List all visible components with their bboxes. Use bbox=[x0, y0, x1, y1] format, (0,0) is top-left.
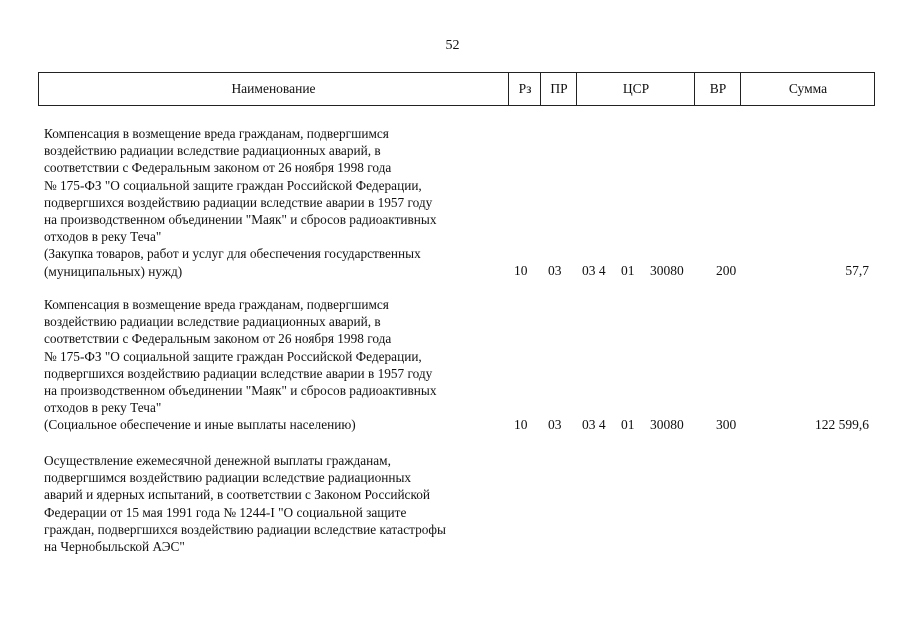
row-rz: 10 bbox=[514, 417, 528, 432]
row-pr: 03 bbox=[548, 417, 562, 432]
row-csr-direction: 30080 bbox=[650, 417, 684, 432]
page-number: 52 bbox=[445, 38, 460, 53]
header-rz: Рз bbox=[508, 73, 541, 105]
row-csr-program: 03 4 bbox=[582, 417, 606, 432]
row-vr: 200 bbox=[716, 263, 737, 278]
row-csr-subprogram: 01 bbox=[621, 263, 635, 278]
row-csr-direction: 30080 bbox=[650, 263, 684, 278]
header-sum: Сумма bbox=[740, 73, 875, 105]
row-rz: 10 bbox=[514, 263, 528, 278]
header-csr: ЦСР bbox=[576, 73, 695, 105]
row-description: Осуществление ежемесячной денежной выплаты гражданам, подвергшимся воздействию радиации вследствие радиационных аварий и ядерных испытаний, в соответствии с Законом Российской Федерации от 15 мая 1991 года № 1244-I "О социальной защите граждан, подвергшихся воздействию радиации вследствие катастрофы на Чернобыльской АЭС" bbox=[44, 453, 446, 555]
row-pr: 03 bbox=[548, 263, 562, 278]
row-sum: 122 599,6 bbox=[815, 417, 869, 432]
table-header bbox=[38, 72, 875, 106]
row-vr: 300 bbox=[716, 417, 737, 432]
header-vr: ВР bbox=[694, 73, 741, 105]
header-pr: ПР bbox=[540, 73, 577, 105]
row-csr-subprogram: 01 bbox=[621, 417, 635, 432]
row-sum: 57,7 bbox=[845, 263, 869, 278]
row-csr-program: 03 4 bbox=[582, 263, 606, 278]
row-description: Компенсация в возмещение вреда гражданам, подвергшимся воздействию радиации вследствие радиационных аварий, в соответствии с Федеральным законом от 26 ноября 1998 года № 175-ФЗ "О социальной защите граждан Российской Федерации, подвергшихся воздействию радиации вследствие аварии в 1957 году на производственном объединении "Маяк" и сбросов радиоактивных отходов в реку Теча" (Социальное обеспечение и иные выплаты населению) bbox=[44, 297, 437, 433]
row-description: Компенсация в возмещение вреда гражданам, подвергшимся воздействию радиации вследствие радиационных аварий, в соответствии с Федеральным законом от 26 ноября 1998 года № 175-ФЗ "О социальной защите граждан Российской Федерации, подвергшихся воздействию радиации вследствие аварии в 1957 году на производственном объединении "Маяк" и сбросов радиоактивных отходов в реку Теча" (Закупка товаров, работ и услуг для обеспечения государственных (муниципальных) нужд) bbox=[44, 126, 437, 279]
header-name: Наименование bbox=[231, 81, 316, 96]
